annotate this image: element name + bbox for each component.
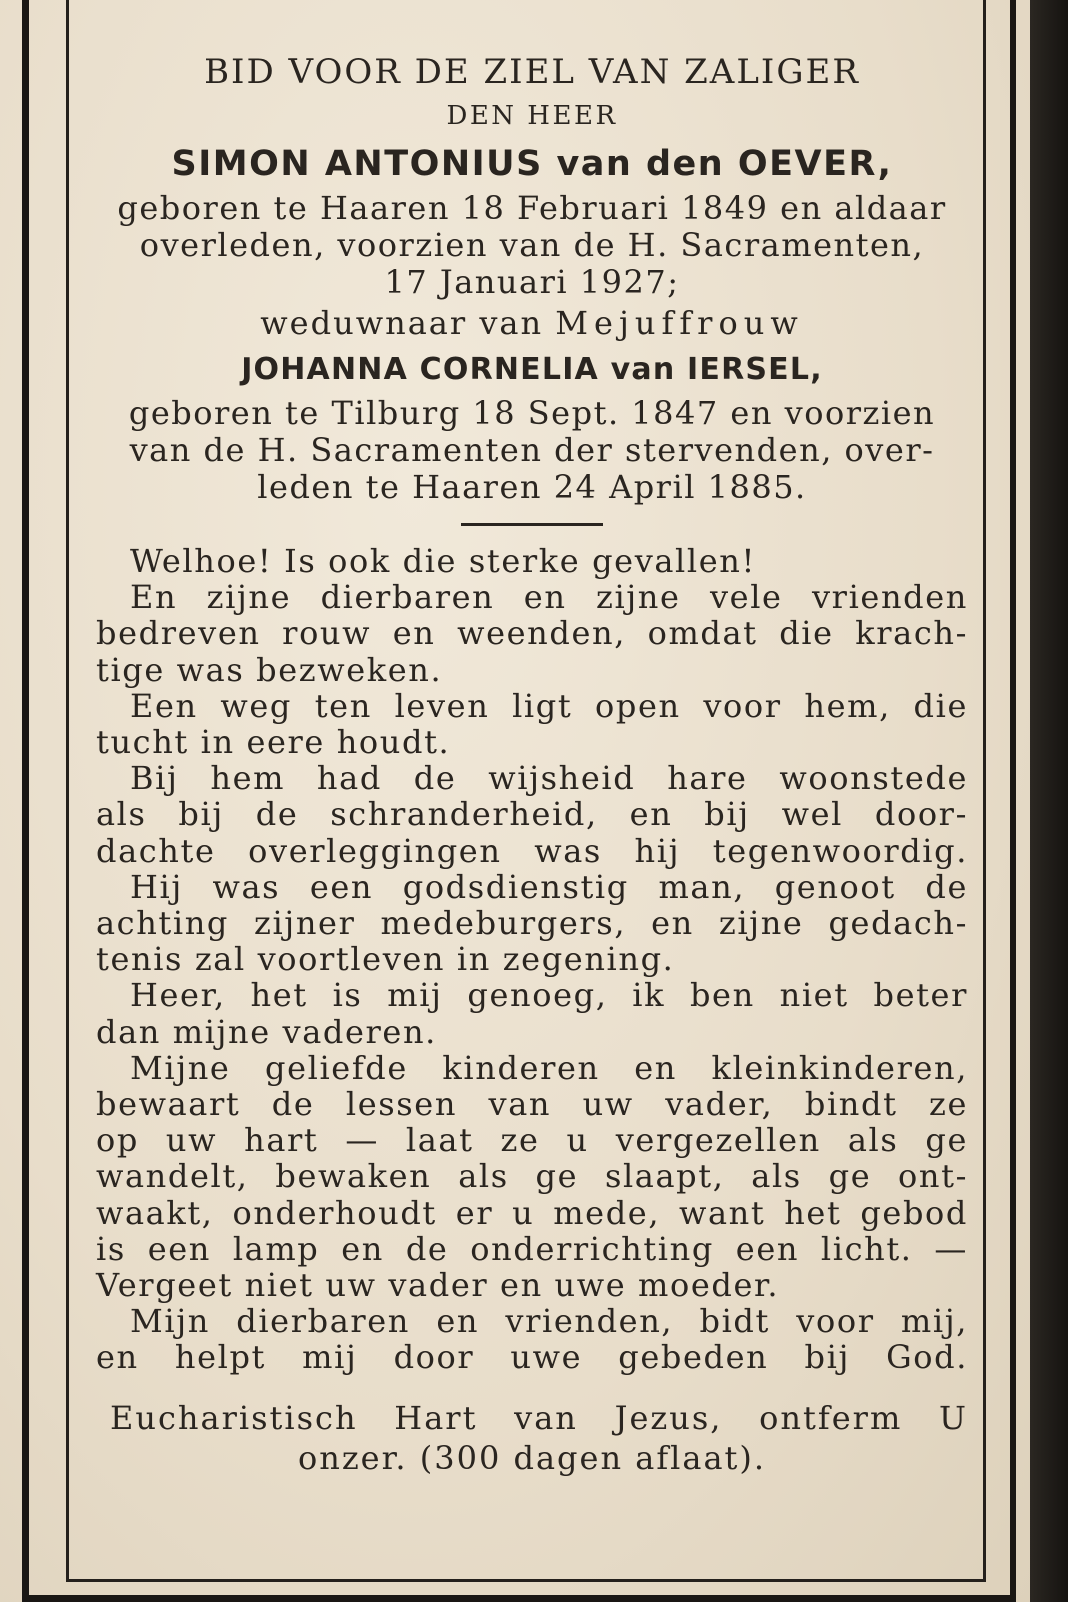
verse-text — [96, 543, 968, 1376]
spouse-line-1: geboren te Tilburg 18 Sept. 1847 en voorzien — [128, 394, 936, 432]
verse-line: Vergeet niet uw vader en uwe moeder. — [96, 1266, 780, 1305]
verse-line: Welhoe! Is ook die sterke gevallen! — [130, 542, 756, 580]
widower-line — [96, 301, 968, 345]
verse-line: Hij was een godsdienstig man, genoot de — [130, 867, 968, 906]
widower-title: Mejuffrouw — [555, 304, 804, 342]
verse-line: Een weg ten leven ligt open voor hem, die — [130, 686, 968, 725]
verse-line: Mijn dierbaren en vrienden, bidt voor mij, — [130, 1302, 968, 1341]
card-header — [96, 50, 968, 506]
album-background-edge — [1030, 0, 1068, 1602]
deceased-name: SIMON ANTONIUS van den OEVER, — [171, 144, 893, 184]
verse-line: tenis zal voortleven in zegening. — [96, 940, 675, 979]
birth-line-2: overleden, voorzien van de H. Sacramenten, — [139, 226, 925, 264]
widower-prefix: weduwnaar van — [260, 304, 544, 342]
prayer-heading: BID VOOR DE ZIEL VAN ZALIGER — [204, 52, 860, 92]
birth-line-1: geboren te Haaren 18 Februari 1849 en aldaar — [117, 189, 947, 227]
verse-line: op uw hart — laat ze u vergezellen als ge — [96, 1121, 968, 1160]
verse-line: is een lamp en de onderrichting een licht. — — [96, 1229, 968, 1268]
verse-line: bewaart de lessen van uw vader, bindt ze — [96, 1085, 968, 1124]
verse-line: waakt, onderhoudt er u mede, want het gebod — [96, 1193, 968, 1232]
divider-rule — [461, 523, 603, 526]
spouse-line-2: van de H. Sacramenten der stervenden, over- — [129, 431, 935, 469]
verse-line: en helpt mij door uwe gebeden bij God. — [96, 1338, 968, 1377]
verse-line: bedreven rouw en weenden, omdat die krach- — [96, 614, 968, 653]
verse-line: dan mijne vaderen. — [96, 1012, 437, 1051]
verse-line: En zijne dierbaren en zijne vele vrienden — [130, 578, 968, 617]
verse-line: dachte overleggingen was hij tegenwoordig. — [96, 831, 968, 870]
card-text — [96, 50, 968, 1478]
verse-line: wandelt, bewaken als ge slaapt, als ge ont- — [96, 1157, 968, 1196]
verse-line: tige was bezweken. — [96, 650, 443, 689]
verse-line: Heer, het is mij genoeg, ik ben niet beter — [130, 976, 968, 1015]
verse-line: Bij hem had de wijsheid hare woonstede — [130, 759, 968, 798]
invocation-line-2: onzer. (300 dagen aflaat). — [297, 1438, 767, 1477]
death-date-line: 17 Januari 1927; — [384, 263, 680, 301]
invocation-line-1: Eucharistisch Hart van Jezus, ontferm U — [110, 1398, 968, 1437]
spouse-name: JOHANNA CORNELIA van IERSEL, — [241, 352, 823, 387]
den-heer-line: DEN HEER — [446, 101, 618, 131]
spouse-line-3: leden te Haaren 24 April 1885. — [257, 468, 807, 506]
closing-invocation — [96, 1398, 968, 1478]
verse-line: Mijne geliefde kinderen en kleinkinderen, — [130, 1048, 968, 1087]
verse-line: tucht in eere houdt. — [96, 723, 451, 762]
verse-line: als bij de schranderheid, en bij wel door- — [96, 795, 968, 834]
verse-line: achting zijner medeburgers, en zijne gedach- — [96, 904, 968, 943]
